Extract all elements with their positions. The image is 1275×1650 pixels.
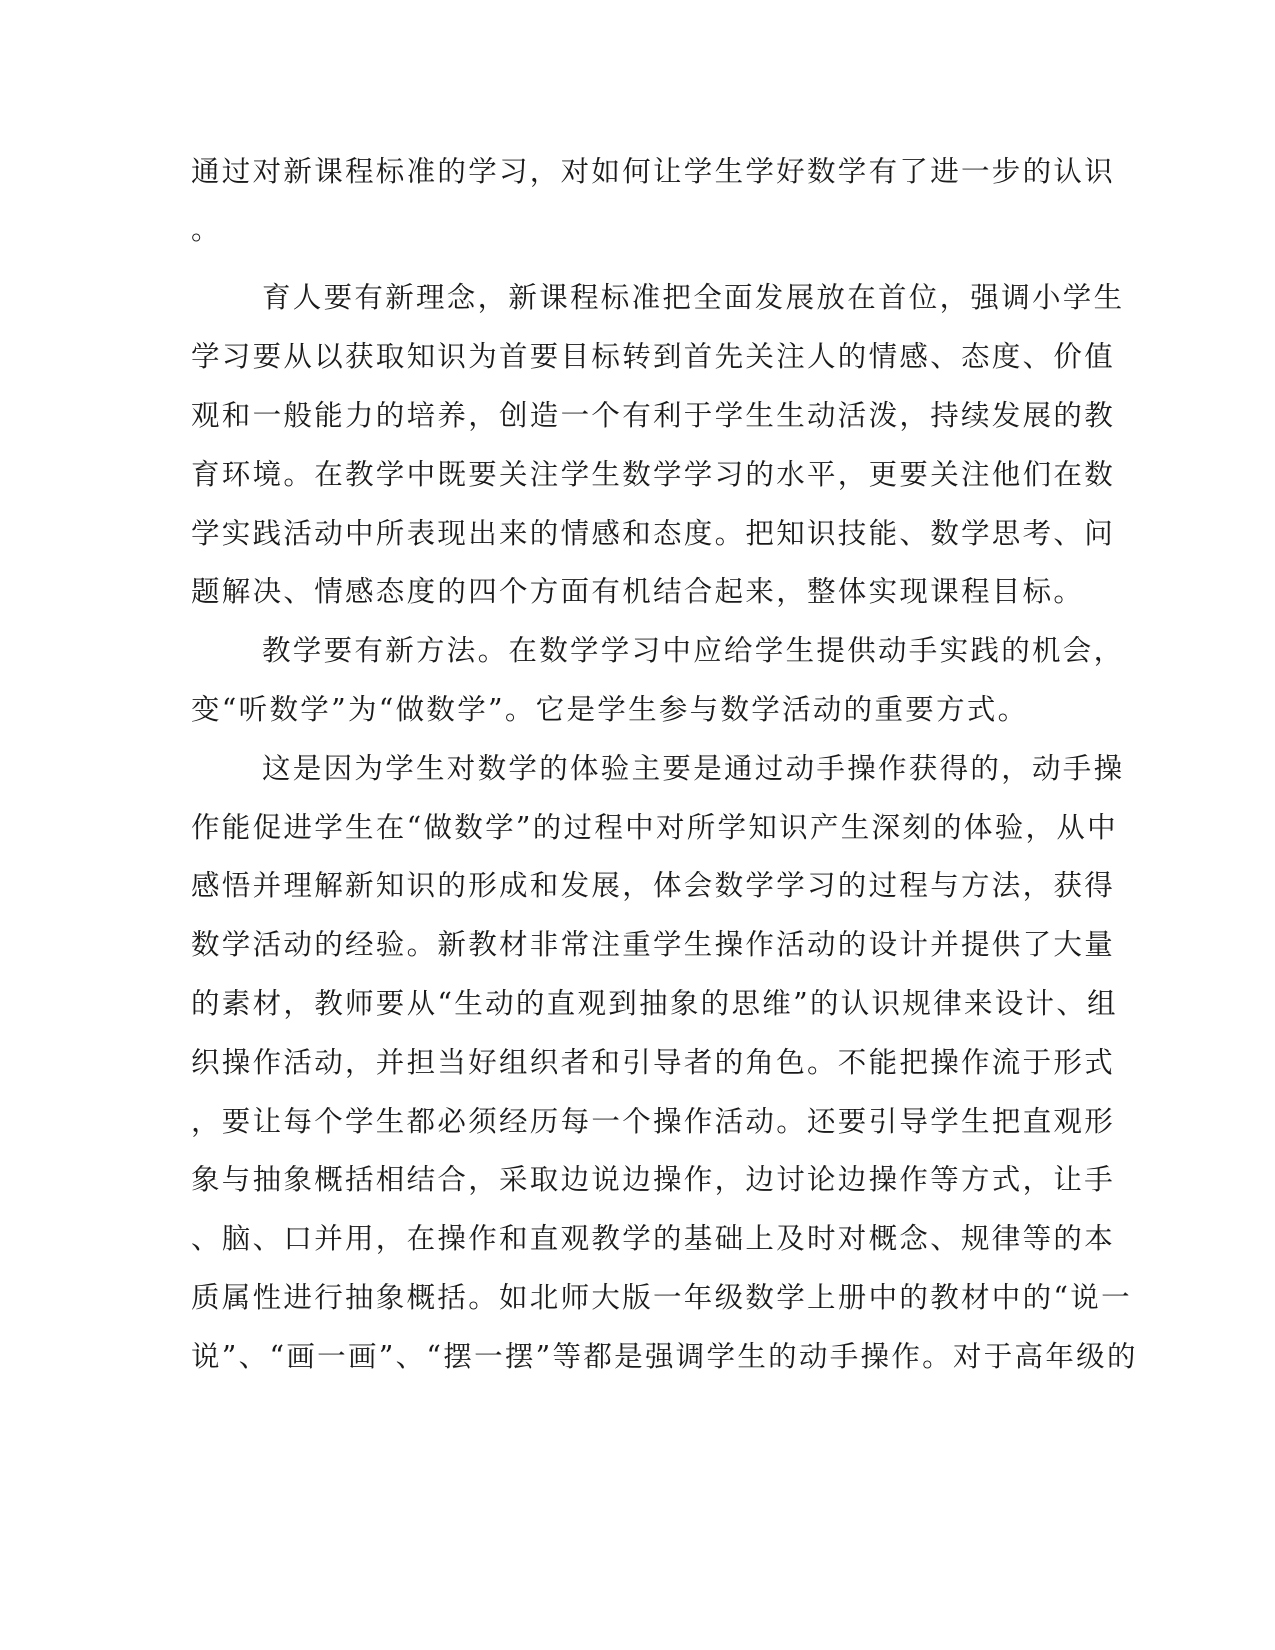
paragraph-start-line: 教学要有新方法。在数学学习中应给学生提供动手实践的机会， (262, 634, 1125, 667)
text-line: 学实践活动中所表现出来的情感和态度。把知识技能、数学思考、问 (191, 517, 1116, 550)
paragraph-start-line: 育人要有新理念，新课程标准把全面发展放在首位，强调小学生 (262, 281, 1125, 314)
text-line: 。 (191, 213, 222, 246)
text-line: 质属性进行抽象概括。如北师大版一年级数学上册中的教材中的“说一 (191, 1281, 1132, 1314)
text-line: 变“听数学”为“做数学”。它是学生参与数学活动的重要方式。 (191, 693, 1029, 726)
text-line: 象与抽象概括相结合，采取边说边操作，边讨论边操作等方式，让手 (191, 1163, 1116, 1196)
text-line: 数学活动的经验。新教材非常注重学生操作活动的设计并提供了大量 (191, 928, 1116, 961)
text-line: 作能促进学生在“做数学”的过程中对所学知识产生深刻的体验，从中 (191, 811, 1118, 844)
text-line: 学习要从以获取知识为首要目标转到首先关注人的情感、态度、价值 (191, 340, 1116, 373)
text-line: 感悟并理解新知识的形成和发展，体会数学学习的过程与方法，获得 (191, 869, 1116, 902)
text-line: 织操作活动，并担当好组织者和引导者的角色。不能把操作流于形式 (191, 1046, 1116, 1079)
text-line: 通过对新课程标准的学习，对如何让学生学好数学有了进一步的认识 (191, 155, 1116, 188)
text-line: 题解决、情感态度的四个方面有机结合起来，整体实现课程目标。 (191, 575, 1085, 608)
text-line: 说”、“画一画”、“摆一摆”等都是强调学生的动手操作。对于高年级的 (191, 1340, 1138, 1373)
text-line: 、脑、口并用，在操作和直观教学的基础上及时对概念、规律等的本 (191, 1222, 1116, 1255)
text-line: ，要让每个学生都必须经历每一个操作活动。还要引导学生把直观形 (191, 1105, 1116, 1138)
text-line: 的素材，教师要从“生动的直观到抽象的思维”的认识规律来设计、组 (191, 987, 1118, 1020)
text-line: 育环境。在教学中既要关注学生数学学习的水平，更要关注他们在数 (191, 458, 1116, 491)
text-line: 观和一般能力的培养，创造一个有利于学生生动活泼，持续发展的教 (191, 399, 1116, 432)
paragraph-start-line: 这是因为学生对数学的体验主要是通过动手操作获得的，动手操 (262, 752, 1125, 785)
